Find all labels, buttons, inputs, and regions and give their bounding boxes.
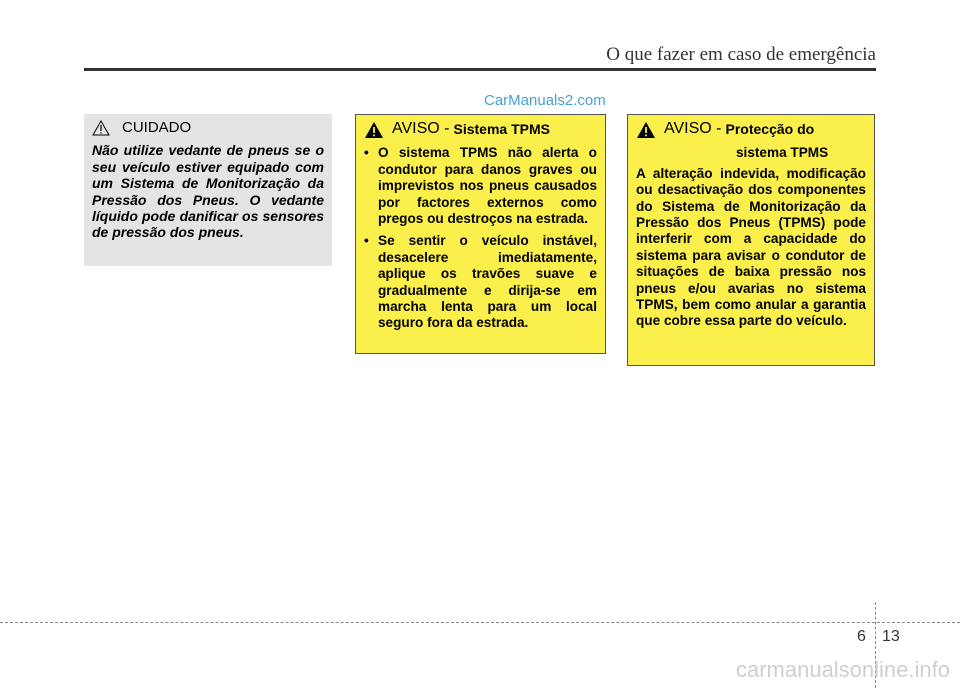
chapter-number: 6 [857, 628, 866, 645]
caution-box [84, 114, 332, 266]
bullet-text: Se sentir o veículo instável, desacelere imediatamente, aplique os travões suave e gradualmente e dirija-se em marcha lenta para um local seguro fora da estrada. [378, 233, 597, 331]
header-rule [84, 68, 876, 71]
page-number: 13 [882, 628, 900, 645]
caution-title: CUIDADO [122, 119, 192, 136]
bullet-text: O sistema TPMS não alerta o condutor para danos graves ou imprevistos nos pneus causados por factores externos como pregos ou destroços na estrada. [378, 145, 597, 227]
bullet-dot: • [364, 233, 369, 249]
warning-subtitle: Sistema TPMS [453, 121, 550, 137]
bullet-dot: • [364, 145, 369, 161]
page-header-title: O que fazer em caso de emergência [606, 44, 876, 65]
caution-header [92, 120, 324, 140]
warning-box-tpms [355, 114, 606, 354]
watermark-bottom: carmanualsonline.info [735, 657, 950, 682]
warning-header-protection [636, 121, 866, 143]
warning-text: A alteração indevida, modificação ou desactivação dos componentes do Sistema de Monitorização da Pressão dos Pneus (TPMS) pode interferir com a capacidade do sistema para avisar o condutor de situações de baixa pressão nos pneus e/ou avarias no sistema TPMS, bem como anular a garantia que cobre essa parte do veículo. [636, 165, 866, 329]
warning-box-protection [627, 114, 875, 366]
warning-filled-icon [364, 121, 386, 143]
warning-header-tpms [364, 121, 597, 143]
footer-rule [0, 622, 960, 623]
caution-text: Não utilize vedante de pneus se o seu veículo estiver equipado com um Sistema de Monitorização da Pressão dos Pneus. O vedante líquido pode danificar os sensores de pressão dos pneus. [92, 142, 324, 241]
warning-filled-icon [636, 121, 658, 143]
list-item [364, 233, 597, 331]
warning-subtitle-line2: sistema TPMS [736, 145, 829, 161]
warning-label: AVISO - [392, 120, 450, 137]
watermark-top: CarManuals2.com [484, 92, 606, 109]
list-item [364, 145, 597, 227]
warning-subtitle: Protecção do [725, 121, 815, 137]
warning-outline-icon [92, 120, 114, 140]
warning-label: AVISO - [664, 120, 722, 137]
